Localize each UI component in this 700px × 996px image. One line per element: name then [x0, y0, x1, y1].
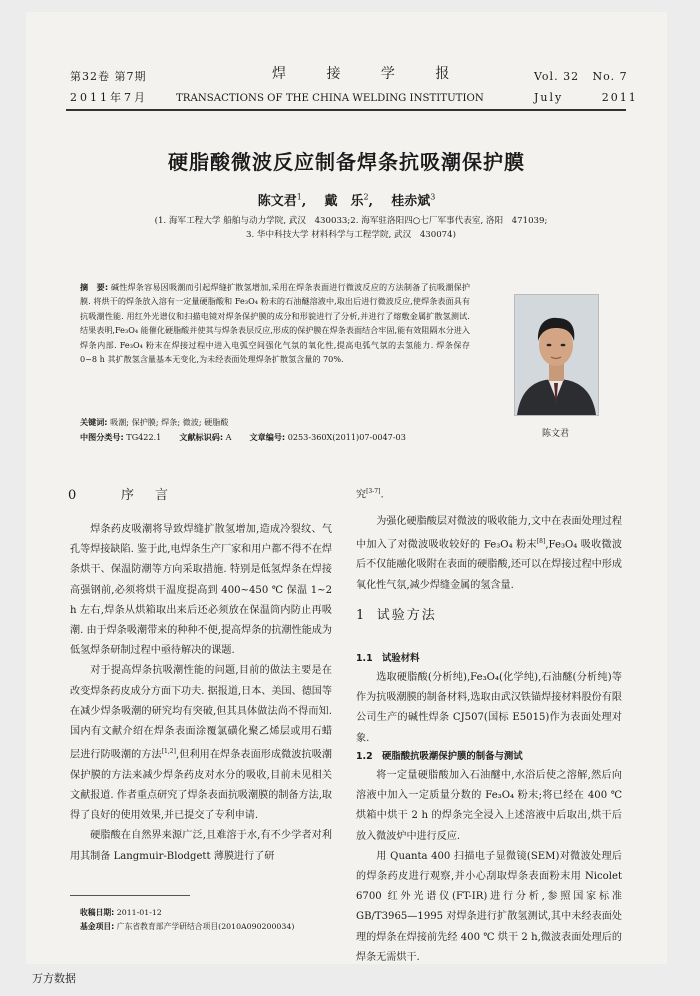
citation: [3-7] [366, 488, 381, 495]
journal-page [26, 12, 667, 964]
clc-label: 中图分类号: [80, 432, 124, 442]
subsection-1-1-title: 1.1 试验材料 [356, 653, 420, 664]
section-0-number: 0 [68, 488, 81, 503]
header-month-year-en: July 2011 [534, 91, 638, 104]
fund-value: 广东省教育部产学研结合项目(2010A090200034) [116, 922, 295, 931]
abstract-text: 碱性焊条容易因吸潮而引起焊缝扩散氢增加,采用在焊条表面进行微波反应的方法制备了抗吸潮保护膜. 将烘干的焊条放入溶有一定量硬脂酸和 Fe₃O₄ 粉末的石油醚溶液中,取出后进行微波反应,使焊条表面具有抗吸潮性能. 用红外光谱仪和扫描电镜对焊条保护膜的成分和形貌进行了分析,并进行了熔敷金属扩散氢测试. 结果表明,Fe₃O₄ 能催化硬脂酸并使其与焊条表层反应,形成的保护膜在焊条表面结合牢固,能有效阻隔水分进入焊条内部. Fe₃O₄ 粉末在焊接过程中进入电弧空间强化气氛的氧化性,提高电弧气氛的去氢能力. 焊条保存 0~8 h 其扩散氢含量基本无变化,为未经表面处理焊条扩散氢含量的 70%. [80, 282, 471, 365]
received-value: 2011-01-12 [116, 908, 162, 917]
paragraph: 将一定量硬脂酸加入石油醚中,水浴后使之溶解,然后向溶液中加入一定质量分数的 Fe₃O₄ 粉末;将已经在 400 ℃ 烘箱中烘干 2 h 的焊条完全浸入上述溶液中后取出,烘干后放入微波炉中进行反应. [356, 770, 622, 842]
paragraph-text: 为强化硬脂酸层对微波的吸收能力,文中在表面处理过程中加入了对微波吸收较好的 Fe₃O₄ 粉末 [356, 515, 622, 551]
author-name: 陈文君 [257, 194, 297, 209]
abstract [80, 280, 470, 366]
subsection-1-2-title: 1.2 硬脂酸抗吸潮保护膜的制备与测试 [356, 751, 523, 762]
author-portrait-graphic [515, 295, 598, 415]
paragraph [356, 512, 622, 596]
subsection-1-1-body [356, 668, 622, 749]
photo-caption: 陈文君 [541, 429, 569, 439]
article-no-label: 文章编号: [249, 432, 286, 442]
section-1-heading [356, 604, 437, 623]
footnote-received [80, 906, 370, 919]
header-journal-en: TRANSACTIONS OF THE CHINA WELDING INSTITUTION [176, 93, 484, 104]
author-sup: 1 [296, 192, 302, 202]
author-photo [514, 294, 599, 416]
keywords-text: 吸潮; 保护膜; 焊条; 微波; 硬脂酸 [110, 417, 229, 427]
header-vol-issue-cn: 第32卷 第7期 [70, 70, 147, 83]
section-0-heading [68, 484, 172, 503]
paragraph-text: 究 [356, 489, 367, 501]
paragraph-text: 对于提高焊条抗吸潮性能的问题,目前的做法主要是在改变焊条药皮成分方面下功夫. 据报道,日本、美国、德国等在减少焊条吸潮的研究均有突破,但其具体做法尚不得而知. 国内有文献介绍在焊条表面涂覆氯磺化聚乙烯层或用石蜡层进行防吸潮的方法 [70, 665, 332, 761]
section-1-title: 试验方法 [376, 608, 437, 623]
citation: [1,2] [161, 748, 176, 756]
author-sup: 3 [430, 192, 436, 202]
footnote-fund [80, 920, 370, 933]
fund-label: 基金项目: [80, 922, 115, 931]
keywords-label: 关键词: [80, 417, 108, 427]
author-sup: 2 [363, 192, 369, 202]
right-column [356, 482, 622, 596]
paragraph: 用 Quanta 400 扫描电子显微镜(SEM)对微波处理后的焊条药皮进行观察,并小心刮取焊条表面粉末用 Nicolet 6700 红外光谱仪(FT-IR)进行分析,参照国家标准 GB/T3965—1995 对焊条进行扩散氢测试,其中未经表面处理的焊条在焊接前先经 400 ℃ 烘干 2 h,微波表面处理后的焊条无需烘干. [356, 850, 622, 963]
section-0-title: 序 言 [120, 488, 172, 503]
paragraph [70, 661, 332, 826]
author-name: 桂赤斌 [391, 194, 431, 209]
paragraph-text: ,但利用在焊条表面形成微波抗吸潮保护膜的方法来减少焊条药皮对水分的吸收,目前未见相关文献报道. 作者重点研究了焊条表面抗吸潮膜的制备方法,取得了良好的使用效果,并已提交了专利申请. [70, 749, 333, 822]
keywords [80, 415, 520, 429]
article-no-value: 0253-360X(2011)07-0047-03 [287, 432, 406, 442]
received-label: 收稿日期: [80, 908, 115, 917]
footnote-rule [70, 895, 190, 896]
doc-code-label: 文献标识码: [179, 432, 224, 442]
header-year-month-cn: 2011年7月 [70, 91, 148, 104]
paragraph: 硬脂酸在自然界来源广泛,且难溶于水,有不少学者对利用其制备 Langmuir-Blodgett 薄膜进行了研 [70, 830, 332, 862]
doc-code-value: A [225, 432, 232, 442]
clc-value: TG422.1 [126, 432, 162, 442]
header-rule [66, 109, 626, 111]
author-line: 陈文君$^1$, 戴 乐$^2$, 桂赤斌$^3$ [257, 192, 436, 209]
author-name: 戴 乐 [324, 194, 364, 209]
affiliation-line-1: (1. 海军工程大学 船舶与动力学院, 武汉 430033;2. 海军驻洛阳四○七厂军事代表室, 洛阳 471039; [154, 216, 548, 226]
watermark-text: 万方数据 [32, 972, 76, 985]
header-vol-issue-en: Vol. 32 No. 7 [534, 70, 628, 83]
citation: [8] [536, 537, 546, 545]
abstract-label: 摘 要: [80, 282, 109, 292]
paragraph-continuation [356, 482, 622, 506]
section-1-number: 1 [356, 608, 365, 623]
paragraph-text: . [380, 489, 384, 501]
classification-line [80, 430, 520, 444]
article-title: 硬脂酸微波反应制备焊条抗吸潮保护膜 [168, 150, 525, 174]
subsection-1-2-body [356, 766, 622, 964]
affiliation-line-2: 3. 华中科技大学 材料科学与工程学院, 武汉 430074) [246, 230, 456, 240]
paragraph-text: ,Fe₃O₄ 吸收微波后不仅能融化吸附在表面的硬脂酸,还可以在焊接过程中形成氧化性气氛,减少焊缝金属的氢含量. [356, 539, 622, 591]
paragraph: 焊条药皮吸潮将导致焊缝扩散氢增加,造成冷裂纹、气孔等焊接缺陷. 鉴于此,电焊条生产厂家和用户都不得不在焊条烘干、保温防潮等方向采取措施. 特别是低氢焊条在焊接高强钢前,必须将烘干温度提高到 400~450 ℃ 保温 1~2 h 左右,焊条从烘箱取出来后还必须放在保温筒内防止再吸潮. 由于焊条吸潮带来的种种不便,提高焊条的抗潮性能成为低氢焊条研制过程中亟待解决的课题. [70, 524, 332, 657]
header-journal-cn: 焊 接 学 报 [272, 66, 468, 82]
paragraph: 选取硬脂酸(分析纯),Fe₃O₄(化学纯),石油醚(分析纯)等作为抗吸潮膜的制备材料,选取由武汉铁锚焊接材料股份有限公司生产的碱性焊条 CJ507(国标 E5015)作为表面处理对象. [356, 672, 622, 744]
left-column [70, 520, 332, 867]
